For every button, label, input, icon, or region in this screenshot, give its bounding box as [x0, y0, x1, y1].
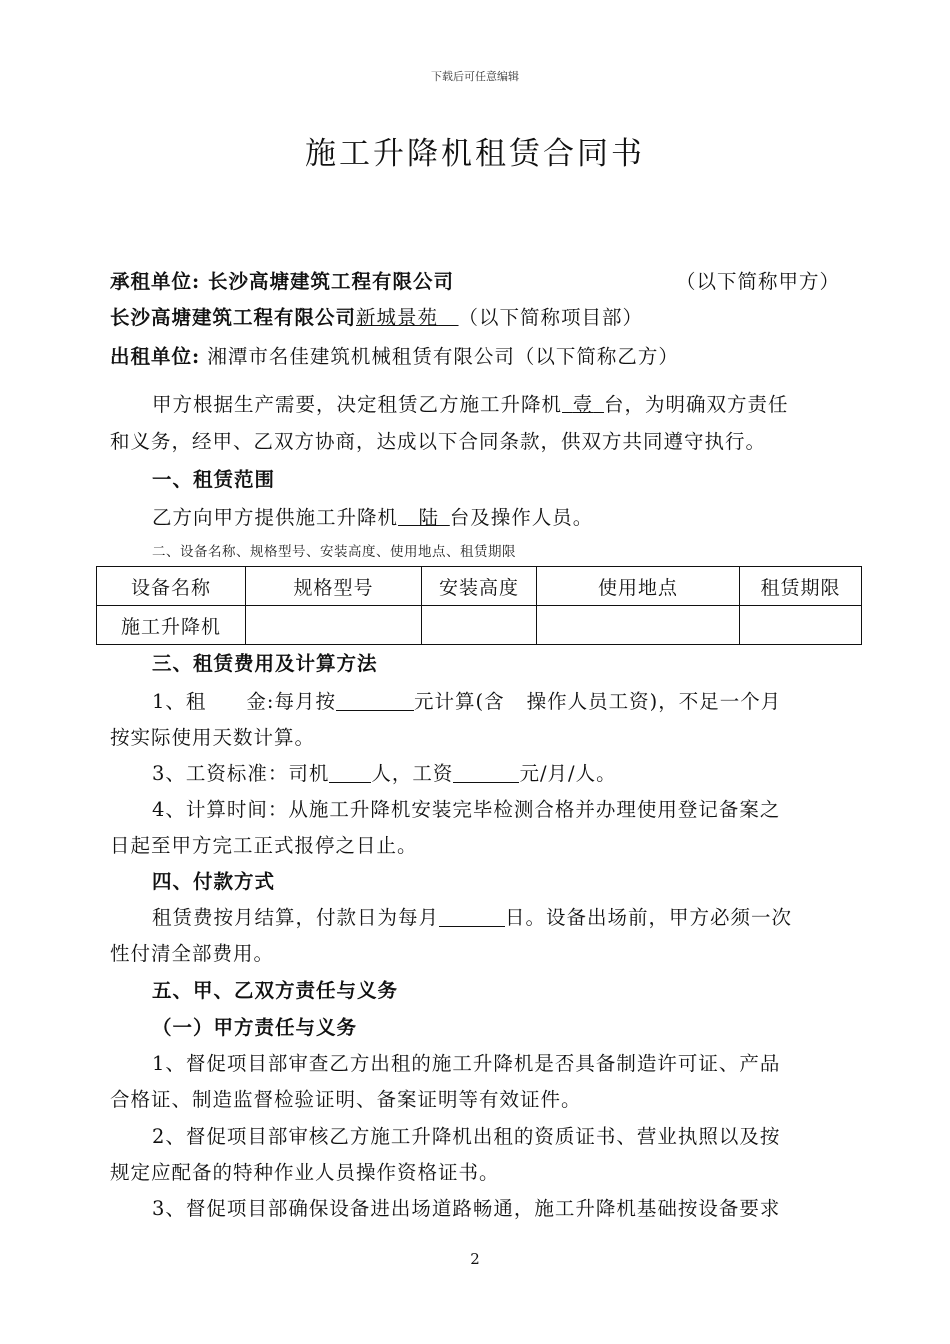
sec1-qty: 陆 — [418, 506, 440, 529]
sec4-line1 — [152, 902, 792, 930]
sec4-heading: 四、付款方式 — [152, 870, 276, 893]
lessor-line — [110, 341, 679, 369]
sec1-heading: 一、租赁范围 — [152, 468, 276, 491]
project-alias: （以下简称项目部） — [458, 306, 644, 329]
sec5-item2-line2: 规定应配备的特种作业人员操作资格证书。 — [110, 1161, 500, 1184]
sec3-item3-text-a: 3、工资标准：司机 — [152, 762, 330, 785]
lessee-line — [110, 266, 454, 294]
sec3-item4-line1: 4、计算时间：从施工升降机安装完毕检测合格并办理使用登记备案之 — [152, 798, 781, 821]
document-title: 施工升降机租赁合同书 — [305, 136, 645, 172]
wage-blank — [453, 763, 519, 784]
sec4-text-2: 日。设备出场前，甲方必须一次 — [505, 906, 793, 929]
sec1-text-2: 台及操作人员。 — [449, 506, 594, 529]
page-number: 2 — [470, 1250, 480, 1268]
sec4-text-1: 租赁费按月结算，付款日为每月 — [152, 906, 440, 929]
table-header-cell: 规格型号 — [246, 567, 422, 606]
sec3-item3-text-c: 元/月/人。 — [519, 762, 617, 785]
table-cell — [537, 606, 740, 645]
sec5-item1-line2: 合格证、制造监督检验证明、备案证明等有效证件。 — [110, 1088, 582, 1111]
sec4-line2: 性付清全部费用。 — [110, 942, 275, 965]
sec1-line — [152, 502, 593, 530]
intro-line-2: 和义务，经甲、乙双方协商，达成以下合同条款，供双方共同遵守执行。 — [110, 430, 767, 453]
intro-text-2: 台，为明确双方责任 — [604, 393, 789, 416]
table-cell — [422, 606, 537, 645]
sec5-heading: 五、甲、乙双方责任与义务 — [152, 979, 399, 1002]
sec5-item2-line1: 2、督促项目部审核乙方施工升降机出租的资质证书、营业执照以及按 — [152, 1125, 781, 1148]
table-row — [97, 606, 862, 645]
sec3-item1-text-d: 操作人员工资)，不足一个月 — [526, 690, 782, 713]
table-header-row — [97, 567, 862, 606]
sec5-item3-line1: 3、督促项目部确保设备进出场道路畅通，施工升降机基础按设备要求 — [152, 1197, 781, 1220]
table-header-cell: 使用地点 — [537, 567, 740, 606]
sec3-item3-text-b: 人，工资 — [371, 762, 454, 785]
sec5-subheading-1: （一）甲方责任与义务 — [152, 1016, 358, 1039]
sec3-item1-text-b: 金:每月按 — [246, 690, 336, 713]
sec3-item1-text-a: 1、租 — [152, 690, 207, 713]
header-note: 下载后可任意编辑 — [431, 70, 519, 83]
intro-line-1 — [152, 389, 789, 417]
lessee-name: 长沙高塘建筑工程有限公司 — [208, 270, 455, 293]
sec3-item4-line2: 日起至甲方完工正式报停之日止。 — [110, 834, 418, 857]
project-line — [110, 302, 643, 330]
intro-qty: 壹 — [572, 393, 594, 416]
project-name: 新城景苑 — [356, 306, 439, 329]
sec3-item1-text-c: 元计算(含 — [414, 690, 505, 713]
sec3-item3 — [152, 758, 617, 786]
payment-day-blank — [439, 907, 505, 928]
project-company: 长沙高塘建筑工程有限公司 — [110, 306, 357, 329]
lessee-label: 承租单位: — [110, 270, 201, 293]
sec1-text-1: 乙方向甲方提供施工升降机 — [152, 506, 399, 529]
table-header-cell: 设备名称 — [97, 567, 246, 606]
table-header-cell: 安装高度 — [422, 567, 537, 606]
sec5-item1-line1: 1、督促项目部审查乙方出租的施工升降机是否具备制造许可证、产品 — [152, 1052, 781, 1075]
intro-text-1: 甲方根据生产需要，决定租赁乙方施工升降机 — [152, 393, 563, 416]
lessor-label: 出租单位: — [110, 345, 201, 368]
driver-count-blank — [329, 763, 371, 784]
table-cell — [246, 606, 422, 645]
equipment-table — [96, 566, 862, 645]
rent-amount-blank — [336, 691, 414, 712]
table-header-cell: 租赁期限 — [740, 567, 862, 606]
sec3-item1-line1 — [152, 686, 781, 714]
lessor-name: 湘潭市名佳建筑机械租赁有限公司（以下简称乙方） — [207, 345, 679, 368]
table-cell: 施工升降机 — [97, 606, 246, 645]
sec3-item1-line2: 按实际使用天数计算。 — [110, 726, 316, 749]
lessee-alias: （以下简称甲方） — [676, 270, 841, 293]
table-cell — [740, 606, 862, 645]
sec3-heading: 三、租赁费用及计算方法 — [152, 652, 378, 675]
sec2-heading: 二、设备名称、规格型号、安装高度、使用地点、租赁期限 — [152, 544, 516, 560]
